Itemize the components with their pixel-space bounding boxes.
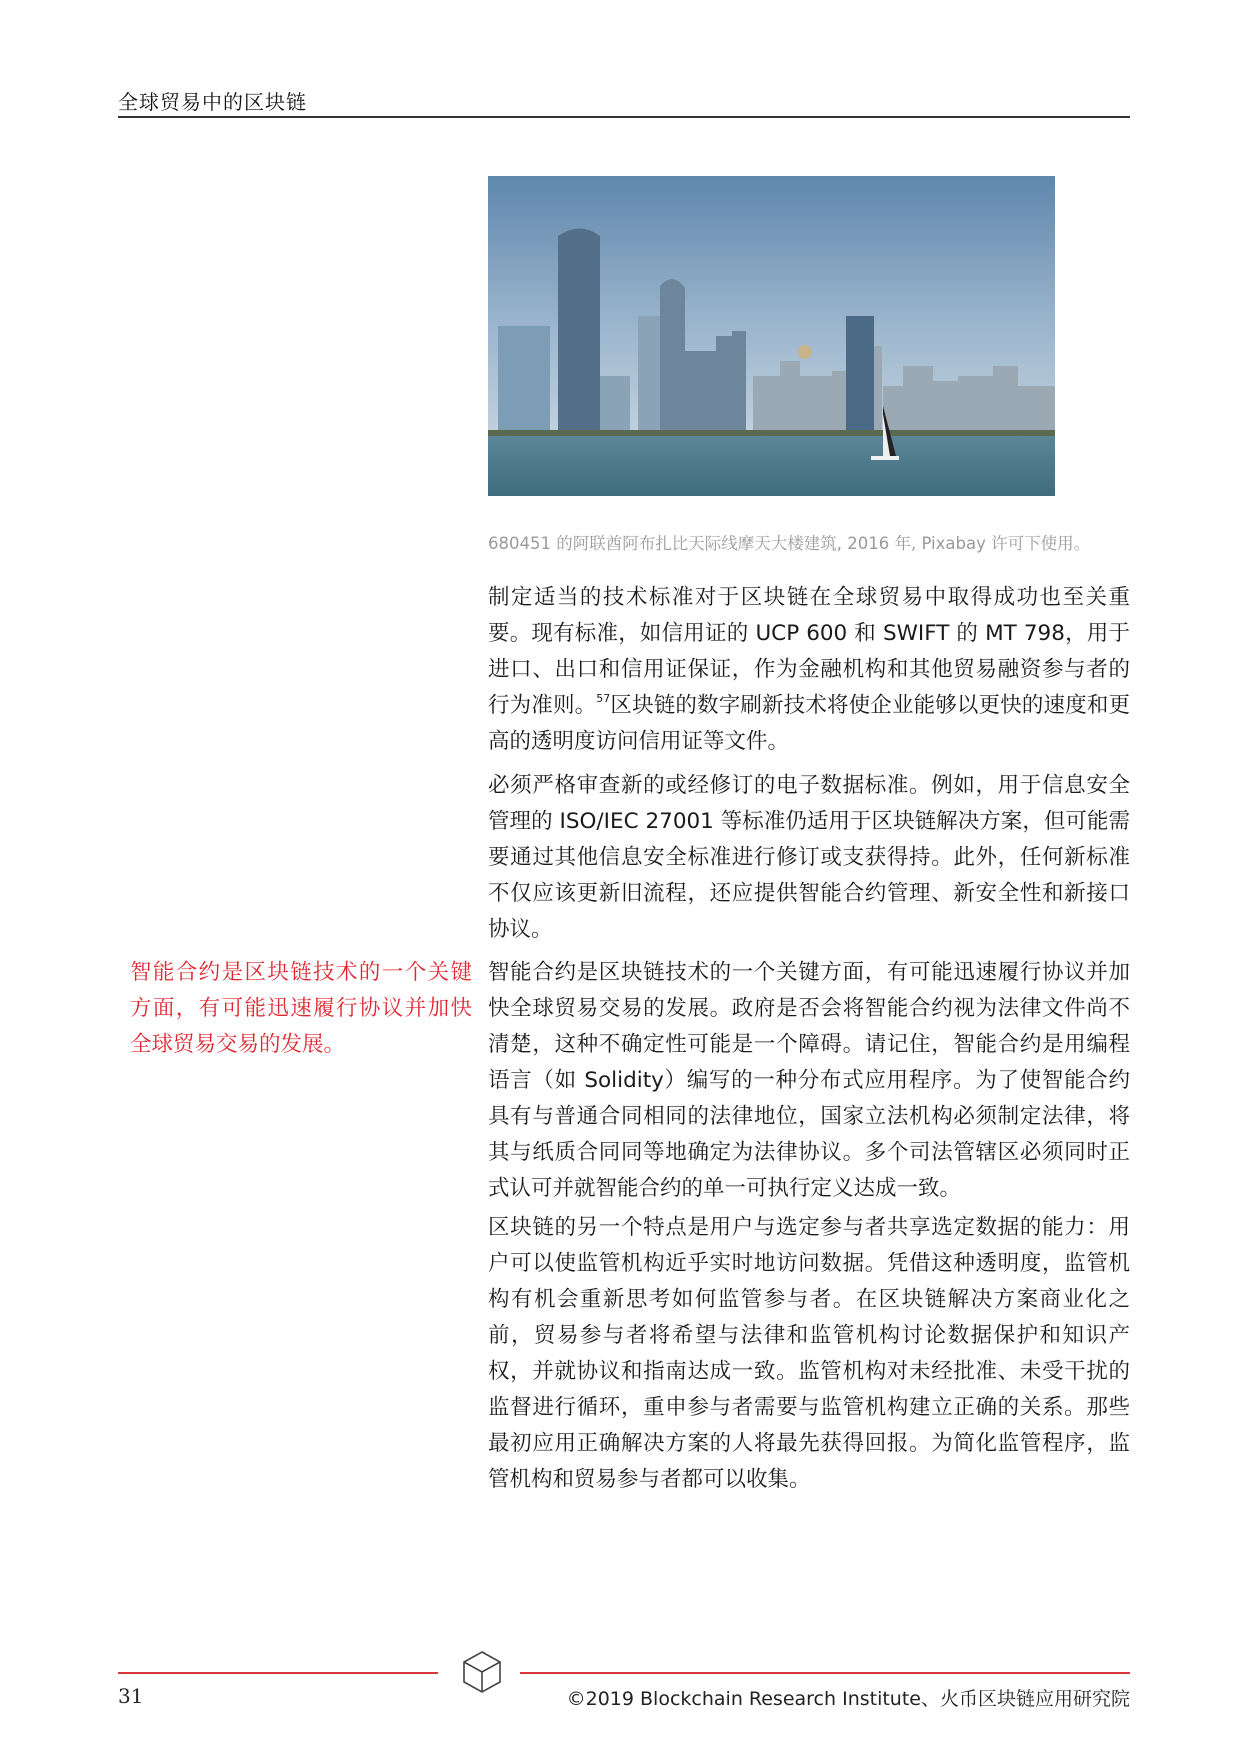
- body-paragraph-regulators: 区块链的另一个特点是用户与选定参与者共享选定数据的能力：用户可以使监管机构近乎实时地访问数据。凭借这种透明度，监管机构有机会重新思考如何监管参与者。在区块链解决方案商业化之前，贸易参与者将希望与法律和监管机构讨论数据保护和知识产权，并就协议和指南达成一致。监管机构对未经批准、未受干扰的监督进行循环，重申参与者需要与监管机构建立正确的关系。那些最初应用正确解决方案的人将最先获得回报。为简化监管程序，监管机构和贸易参与者都可以收集。: [488, 1215, 1130, 1492]
- body-paragraph-data-standards: 必须严格审查新的或经修订的电子数据标准。例如，用于信息安全管理的 ISO/IEC 27001 等标准仍适用于区块链解决方案，但可能需要通过其他信息安全标准进行修订或支获得持。此外，任何新标准不仅应该更新旧流程，还应提供智能合约管理、新安全性和新接口协议。: [488, 773, 1130, 942]
- cube-logo-icon: [460, 1648, 504, 1696]
- footer-credit: ©2019 Blockchain Research Institute、火币区块链应用研究院: [566, 1688, 1130, 1710]
- skyline-photo: [488, 176, 1055, 496]
- photo-caption: 680451 的阿联酋阿布扎比天际线摩天大楼建筑, 2016 年, Pixabay 许可下使用。: [488, 534, 1091, 553]
- footer-divider-right: [520, 1672, 1130, 1674]
- body-paragraph-smart-contracts: 智能合约是区块链技术的一个关键方面，有可能迅速履行协议并加快全球贸易交易的发展。政府是否会将智能合约视为法律文件尚不清楚，这种不确定性可能是一个障碍。请记住，智能合约是用编程语言（如 Solidity）编写的一种分布式应用程序。为了使智能合约具有与普通合同相同的法律地位，国家立法机构必须制定法律，将其与纸质合同同等地确定为法律协议。多个司法管辖区必须同时正式认可并就智能合约的单一可执行定义达成一致。: [488, 960, 1130, 1201]
- page-number: 31: [118, 1684, 144, 1708]
- footer-divider-left: [118, 1672, 438, 1674]
- paragraph-text-continued: 区块链的数字刷新技术将使企业能够以更快的速度和更高的透明度访问信用证等文件。: [488, 693, 1130, 754]
- header-divider: [118, 116, 1130, 118]
- body-paragraph-standards: [488, 580, 1130, 760]
- footnote-reference[interactable]: 57: [596, 692, 611, 705]
- running-header-title: 全球贸易中的区块链: [118, 90, 307, 114]
- pull-quote: 智能合约是区块链技术的一个关键方面，有可能迅速履行协议并加快全球贸易交易的发展。: [130, 960, 472, 1057]
- paragraph-text: 制定适当的技术标准对于区块链在全球贸易中取得成功也至关重要。现有标准，如信用证的 UCP 600 和 SWIFT 的 MT 798，用于进口、出口和信用证保证，作为金融机构和其他贸易融资参与者的行为准则。: [488, 585, 1130, 718]
